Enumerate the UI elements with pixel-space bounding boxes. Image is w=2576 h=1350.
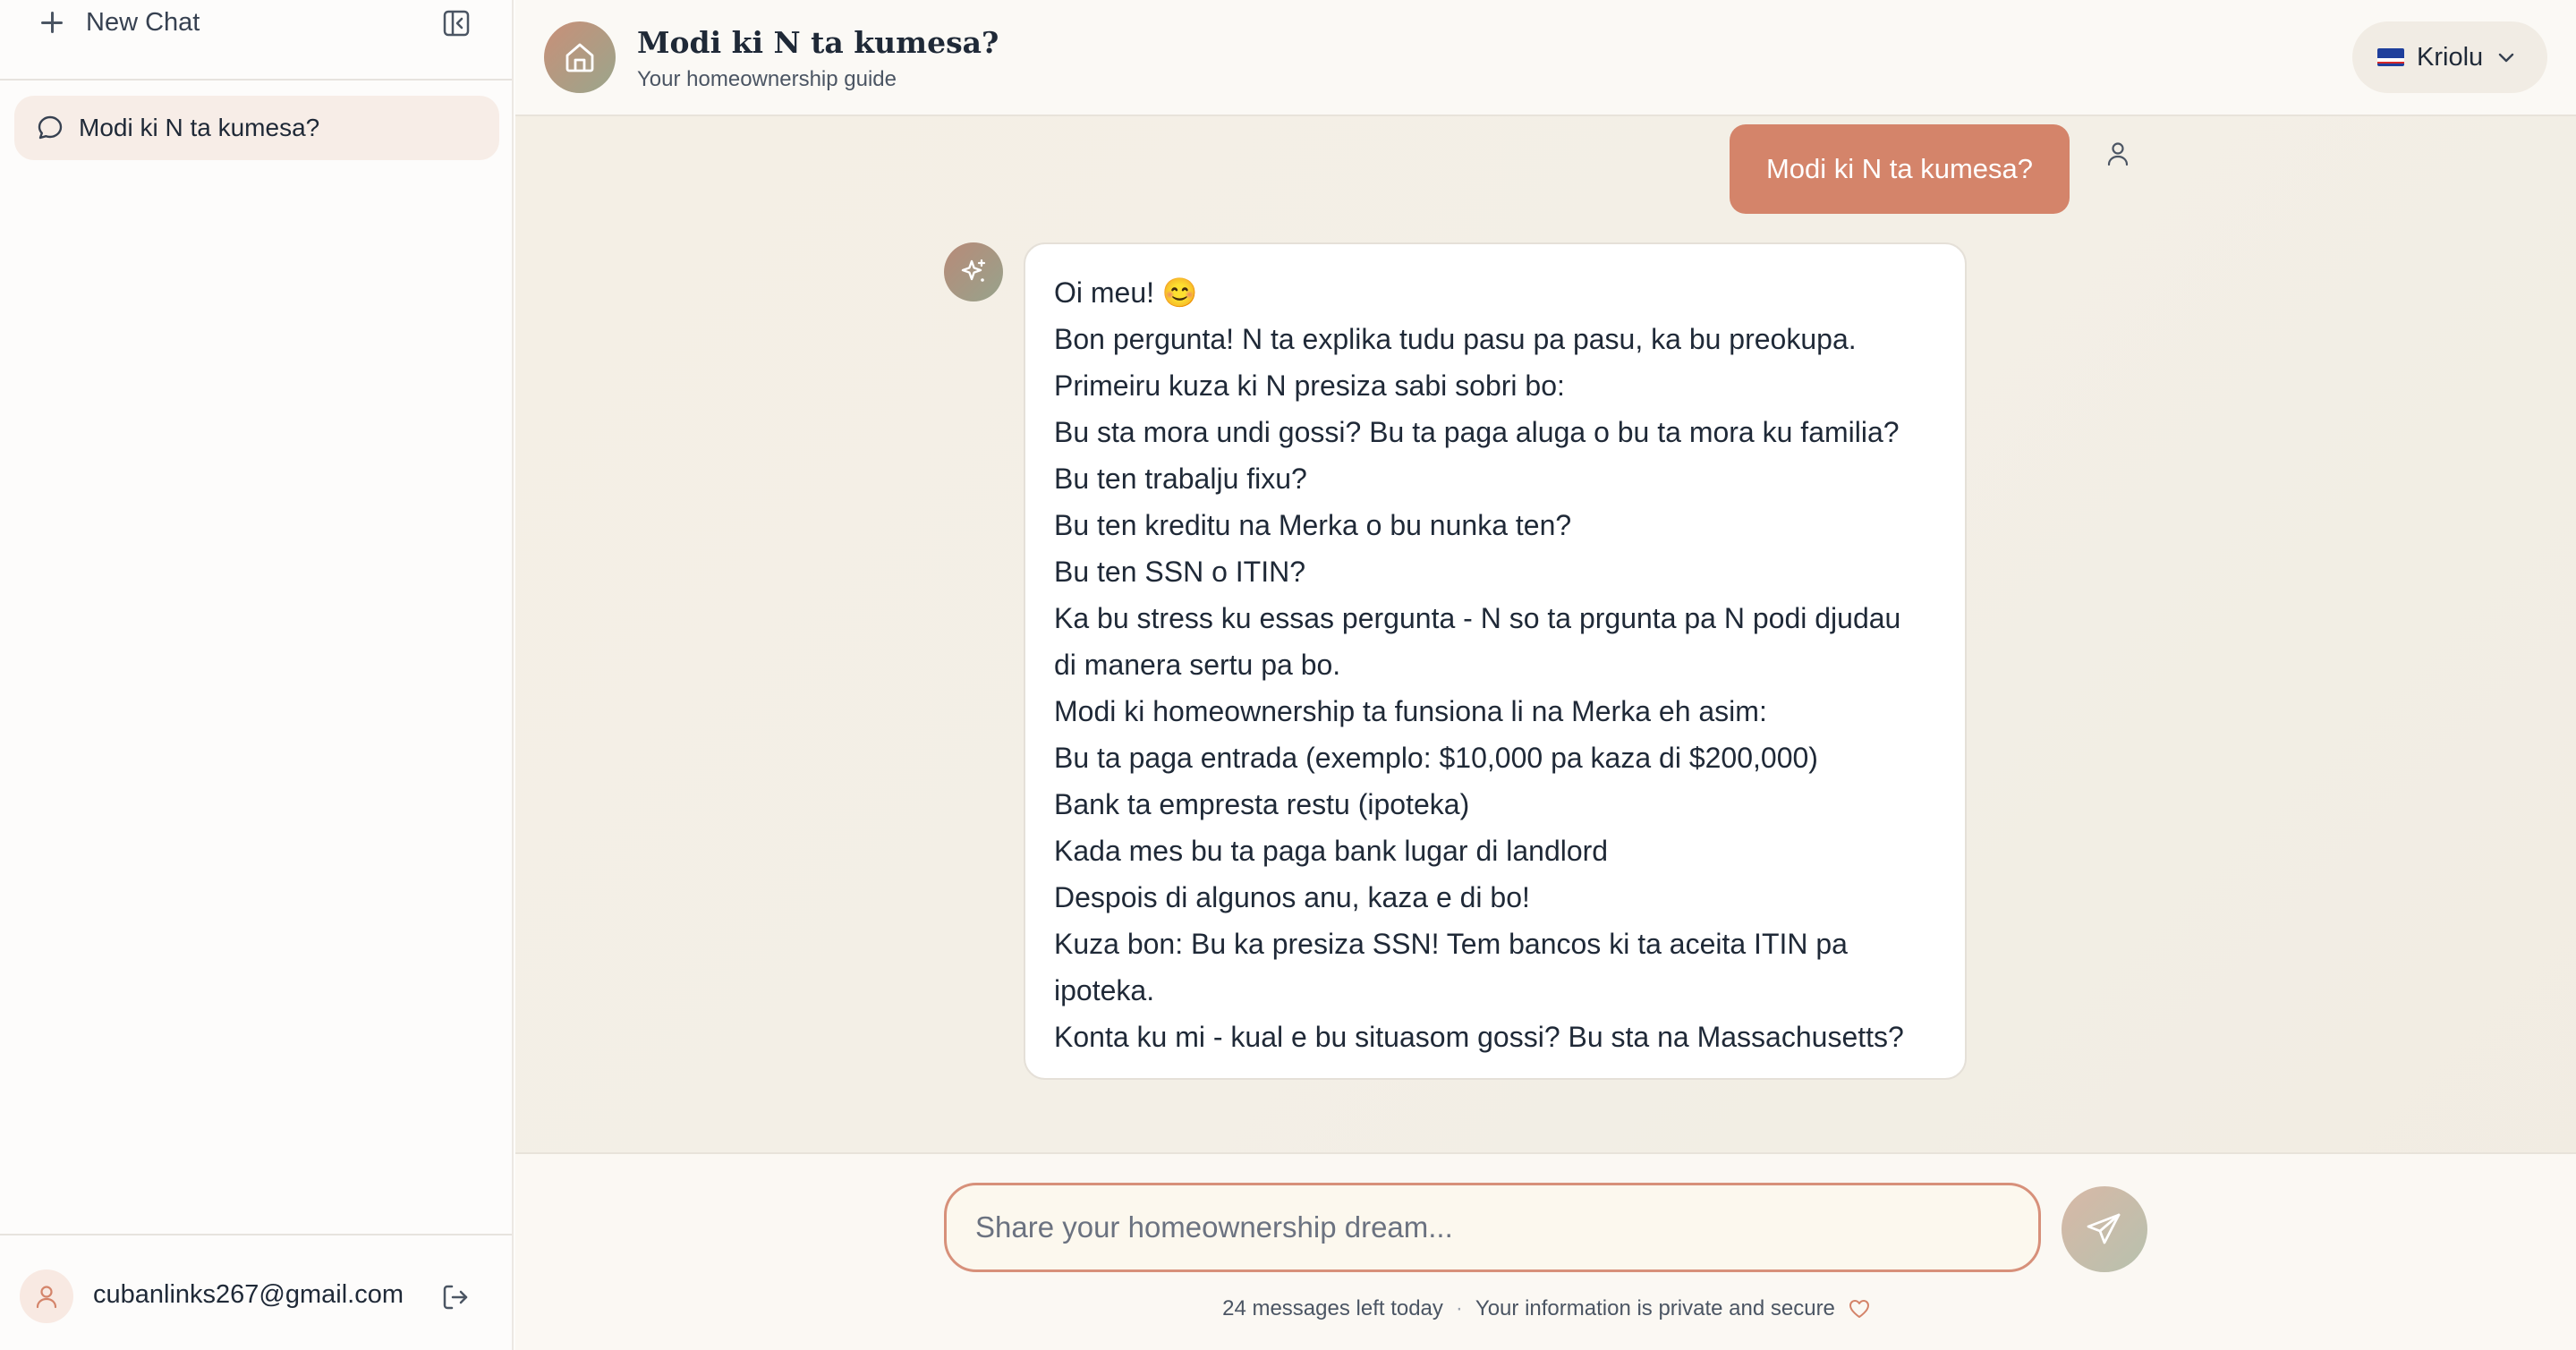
plus-icon xyxy=(39,10,64,35)
footer-separator: · xyxy=(1455,1296,1463,1320)
sidebar xyxy=(0,0,514,1350)
chevron-down-icon xyxy=(2495,47,2517,68)
assistant-message-line: Ka bu stress ku essas pergunta - N so ta prgunta pa N podi djudau xyxy=(1054,602,1901,634)
sidebar-header xyxy=(0,0,512,81)
assistant-message-line: Konta ku mi - kual e bu situasom gossi? Bu sta na Massachusetts? xyxy=(1054,1021,1904,1053)
logout-icon[interactable] xyxy=(440,1282,471,1312)
home-logo xyxy=(544,21,616,93)
avatar xyxy=(20,1269,73,1323)
assistant-message-line: di manera sertu pa bo. xyxy=(1054,649,1341,681)
page-title: Modi ki N ta kumesa? xyxy=(637,25,999,60)
assistant-message-line: Modi ki homeownership ta funsiona li na Merka eh asim: xyxy=(1054,695,1767,727)
privacy-note: Your information is private and secure xyxy=(1475,1296,1835,1320)
user-icon xyxy=(2103,139,2133,169)
user-message-text: Modi ki N ta kumesa? xyxy=(1765,153,2034,184)
chat-main xyxy=(515,0,2576,1350)
messages-left-counter: 24 messages left today xyxy=(1222,1296,1443,1320)
user-icon xyxy=(33,1283,60,1310)
user-message-bubble xyxy=(1730,124,2070,214)
sidebar-footer xyxy=(0,1234,512,1350)
assistant-message-line: Despois di algunos anu, kaza e di bo! xyxy=(1054,881,1530,913)
page-subtitle: Your homeownership guide xyxy=(637,67,897,91)
cape-verde-flag-icon xyxy=(2377,48,2404,66)
assistant-message-line: Primeiru kuza ki N presiza sabi sobri bo: xyxy=(1054,369,1565,402)
sidebar-collapse-icon[interactable] xyxy=(442,9,471,38)
heart-icon xyxy=(1848,1298,1871,1320)
message-input[interactable] xyxy=(944,1183,2041,1272)
user-email: cubanlinks267@gmail.com xyxy=(93,1280,404,1309)
assistant-message-line: Kuza bon: Bu ka presiza SSN! Tem bancos ki ta aceita ITIN pa xyxy=(1054,928,1848,960)
new-chat-button[interactable] xyxy=(39,4,200,41)
assistant-message-line: Bu ten trabalju fixu? xyxy=(1054,463,1307,495)
assistant-message-line: Bon pergunta! N ta explika tudu pasu pa pasu, ka bu preokupa. xyxy=(1054,323,1857,355)
sidebar-chat-item[interactable] xyxy=(14,96,499,160)
assistant-message-line: ipoteka. xyxy=(1054,974,1155,1006)
assistant-message-line: Bank ta empresta restu (ipoteka) xyxy=(1054,788,1470,820)
composer-footer xyxy=(515,1296,2576,1321)
language-label: Kriolu xyxy=(2417,42,2484,72)
sparkles-icon xyxy=(958,257,989,287)
home-icon xyxy=(562,39,598,75)
new-chat-label: New Chat xyxy=(86,7,200,37)
assistant-message-line: Bu ten SSN o ITIN? xyxy=(1054,556,1306,588)
send-button[interactable] xyxy=(2062,1186,2147,1272)
send-icon xyxy=(2085,1210,2124,1249)
assistant-message-bubble xyxy=(1024,242,1967,1080)
language-select[interactable] xyxy=(2352,21,2547,93)
assistant-avatar xyxy=(944,242,1003,301)
composer xyxy=(515,1152,2576,1350)
chat-item-title: Modi ki N ta kumesa? xyxy=(79,114,320,141)
assistant-message-line: Bu ta paga entrada (exemplo: $10,000 pa kaza di $200,000) xyxy=(1054,742,1818,774)
message-bubble-icon xyxy=(36,114,64,142)
assistant-message-line: Bu sta mora undi gossi? Bu ta paga aluga o bu ta mora ku familia? xyxy=(1054,416,1900,448)
assistant-message-line: Kada mes bu ta paga bank lugar di landlord xyxy=(1054,835,1609,867)
assistant-message-line: Bu ten kreditu na Merka o bu nunka ten? xyxy=(1054,509,1572,541)
assistant-message-line: Oi meu! 😊 xyxy=(1054,276,1198,309)
chat-header xyxy=(515,0,2576,116)
